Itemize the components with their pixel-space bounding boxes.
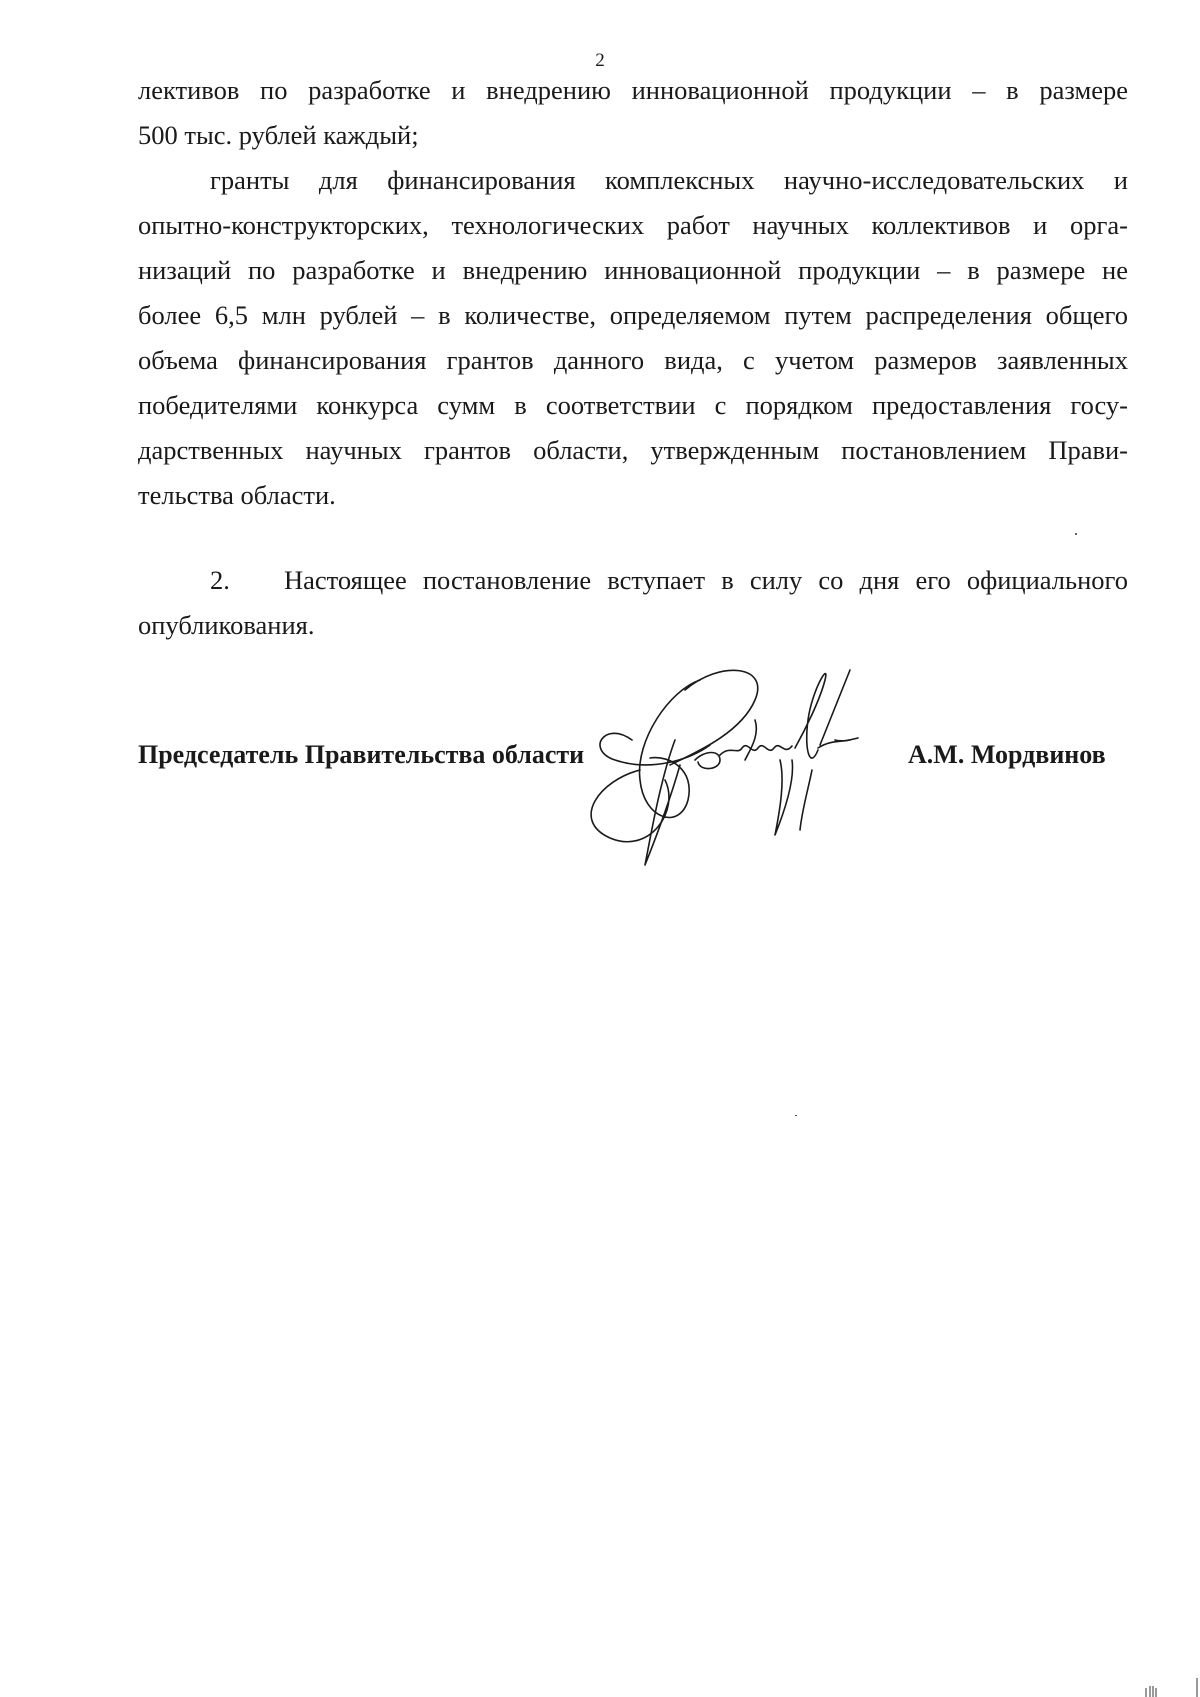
signatory-name: А.М. Мордвинов: [908, 740, 1106, 769]
paragraph-line: Настоящее постановление вступает в силу со дня его официального: [284, 565, 1128, 595]
paragraph-line: объема финансирования грантов данного вида, с учетом размеров заявленных: [138, 345, 1128, 375]
paragraph-line: гранты для финансирования комплексных научно-исследовательских и: [210, 165, 1128, 195]
paragraph-line: опытно-конструкторских, технологических работ научных коллективов и орга-: [138, 210, 1128, 240]
paragraph-line: лективов по разработке и внедрению инновационной продукции – в размере: [138, 75, 1128, 105]
paragraph-line: 500 тыс. рублей каждый;: [138, 120, 419, 150]
paragraph-line: победителями конкурса сумм в соответствии с порядком предоставления госу-: [138, 390, 1128, 420]
handwritten-signature: [580, 660, 940, 880]
scan-edge-marks: [1140, 1668, 1200, 1697]
paragraph-line: опубликования.: [138, 610, 315, 640]
paragraph-line: дарственных научных грантов области, утвержденным постановлением Прави-: [138, 435, 1128, 465]
page-number: 2: [595, 50, 605, 71]
scan-speck: [1075, 533, 1077, 535]
paragraph-line: более 6,5 млн рублей – в количестве, определяемом путем распределения общего: [138, 300, 1128, 330]
paragraph-line: низаций по разработке и внедрению инновационной продукции – в размере не: [138, 255, 1128, 285]
paragraph-line: тельства области.: [138, 480, 336, 510]
signatory-title: Председатель Правительства области: [138, 740, 585, 769]
item-number: 2.: [210, 565, 230, 595]
scan-speck: [795, 1115, 797, 1116]
